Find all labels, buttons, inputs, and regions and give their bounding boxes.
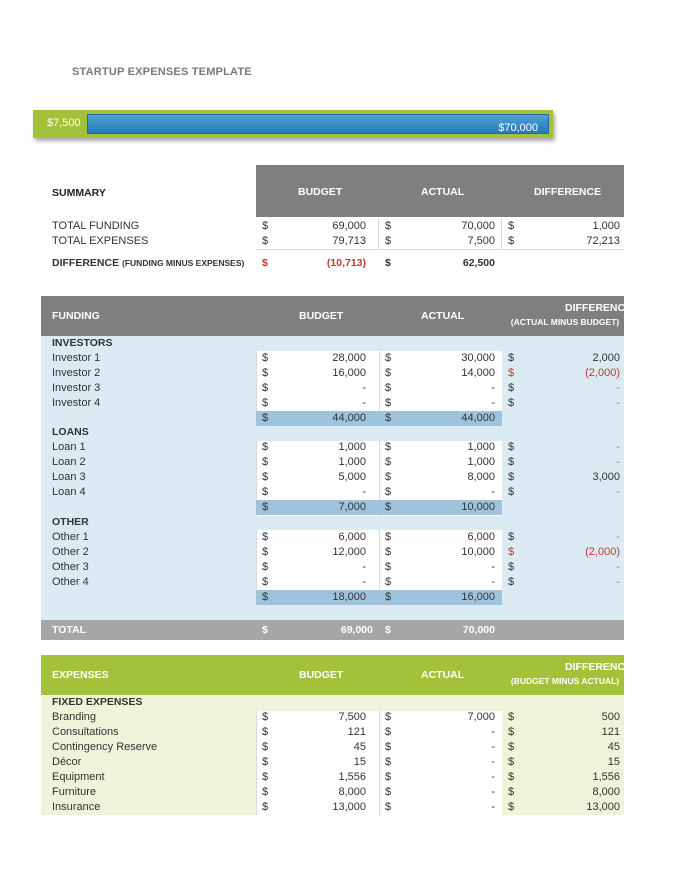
actual-value: - <box>491 801 495 813</box>
currency-symbol: $ <box>508 756 515 768</box>
currency-symbol: $ <box>262 711 269 723</box>
other-row <box>41 560 624 575</box>
actual-value: - <box>491 771 495 783</box>
currency-symbol: $ <box>385 220 392 232</box>
row-label: Branding <box>52 711 97 723</box>
summary-actual-header: ACTUAL <box>421 186 465 198</box>
budget-value: - <box>362 397 366 409</box>
currency-symbol: $ <box>508 220 515 232</box>
difference-value: - <box>616 397 620 409</box>
budget-value: - <box>362 382 366 394</box>
actual-value: - <box>491 726 495 738</box>
currency-symbol: $ <box>508 561 515 573</box>
currency-symbol: $ <box>262 561 269 573</box>
currency-symbol: $ <box>385 486 392 498</box>
expense-row <box>41 770 624 785</box>
expenses-difference-header: DIFFERENCE (BUDGET MINUS ACTUAL) <box>510 661 633 686</box>
summary-row <box>41 234 624 249</box>
expenses-actual-header: ACTUAL <box>421 669 465 681</box>
budget-value: 6,000 <box>338 531 366 543</box>
funding-total-budget: 69,000 <box>340 624 373 636</box>
currency-symbol: $ <box>262 531 269 543</box>
row-label: TOTAL FUNDING <box>52 220 140 232</box>
summary-budget-header: BUDGET <box>298 186 343 198</box>
other-row <box>41 575 624 590</box>
currency-symbol: $ <box>508 456 515 468</box>
budget-value: 28,000 <box>332 352 366 364</box>
budget-value: 45 <box>353 741 366 753</box>
budget-value: 69,000 <box>332 220 366 232</box>
funding-header <box>41 296 633 336</box>
currency-symbol: $ <box>385 624 391 636</box>
row-label: Loan 1 <box>52 441 86 453</box>
actual-value: - <box>491 786 495 798</box>
budget-value: - <box>362 576 366 588</box>
currency-symbol: $ <box>385 741 392 753</box>
actual-value: 6,000 <box>467 531 495 543</box>
loans-row <box>41 470 624 485</box>
loans-row <box>41 485 624 500</box>
currency-symbol: $ <box>385 471 392 483</box>
actual-value: - <box>491 576 495 588</box>
budget-value: 7,000 <box>338 501 366 513</box>
difference-value: 500 <box>601 711 620 723</box>
summary-row <box>41 219 624 234</box>
difference-value: (2,000) <box>585 546 620 558</box>
currency-symbol: $ <box>508 771 515 783</box>
expense-row <box>41 785 624 800</box>
expenses-header <box>41 655 633 695</box>
currency-symbol: $ <box>262 486 269 498</box>
progress-start-label: $7,500 <box>47 117 81 129</box>
actual-value: 7,000 <box>467 711 495 723</box>
row-label: Investor 3 <box>52 382 101 394</box>
row-label: LOANS <box>52 426 89 438</box>
summary-difference-label: DIFFERENCE (FUNDING MINUS EXPENSES) <box>52 257 245 269</box>
progress-fill <box>87 114 549 134</box>
actual-value: - <box>491 741 495 753</box>
difference-value: 8,000 <box>592 786 620 798</box>
page-title: STARTUP EXPENSES TEMPLATE <box>72 66 252 78</box>
investors-row <box>41 381 624 396</box>
actual-value: 1,000 <box>467 441 495 453</box>
row-label: Other 2 <box>52 546 89 558</box>
row-label: Investor 1 <box>52 352 101 364</box>
budget-value: 12,000 <box>332 546 366 558</box>
difference-value: 1,556 <box>592 771 620 783</box>
budget-value: 5,000 <box>338 471 366 483</box>
actual-value: - <box>491 561 495 573</box>
currency-symbol: $ <box>385 352 392 364</box>
difference-value: - <box>616 561 620 573</box>
row-label: Other 4 <box>52 576 89 588</box>
difference-value: 2,000 <box>592 352 620 364</box>
difference-value: - <box>616 382 620 394</box>
summary-header <box>256 165 624 217</box>
row-label: Loan 3 <box>52 471 86 483</box>
currency-symbol: $ <box>508 801 515 813</box>
other-section-label <box>41 515 624 530</box>
funding-total-bar <box>41 620 624 640</box>
actual-value: 8,000 <box>467 471 495 483</box>
expense-row <box>41 740 624 755</box>
currency-symbol: $ <box>385 546 392 558</box>
expenses-title: EXPENSES <box>52 669 109 681</box>
currency-symbol: $ <box>262 471 269 483</box>
loans-section-label <box>41 425 624 440</box>
budget-value: 1,556 <box>338 771 366 783</box>
row-label: Investor 2 <box>52 367 101 379</box>
funding-actual-header: ACTUAL <box>421 310 465 322</box>
currency-symbol: $ <box>508 486 515 498</box>
difference-value: - <box>616 531 620 543</box>
currency-symbol: $ <box>262 397 269 409</box>
budget-value: 7,500 <box>338 711 366 723</box>
difference-value: 15 <box>607 756 620 768</box>
investors-row <box>41 366 624 381</box>
other-row <box>41 545 624 560</box>
summary-difference-actual: 62,500 <box>462 257 495 269</box>
other-subtotal-row <box>41 590 624 605</box>
currency-symbol: $ <box>508 786 515 798</box>
actual-value: 10,000 <box>461 546 495 558</box>
currency-symbol: $ <box>262 624 268 636</box>
currency-symbol: $ <box>262 257 268 269</box>
loans-subtotal-row <box>41 500 624 515</box>
currency-symbol: $ <box>262 352 269 364</box>
summary-difference-row <box>41 256 624 271</box>
currency-symbol: $ <box>262 456 269 468</box>
budget-value: - <box>362 486 366 498</box>
currency-symbol: $ <box>508 471 515 483</box>
currency-symbol: $ <box>508 726 515 738</box>
actual-value: 10,000 <box>461 501 495 513</box>
currency-symbol: $ <box>385 711 392 723</box>
currency-symbol: $ <box>385 531 392 543</box>
budget-value: 18,000 <box>332 591 366 603</box>
actual-value: - <box>491 756 495 768</box>
summary-label: SUMMARY <box>52 187 106 199</box>
currency-symbol: $ <box>385 756 392 768</box>
currency-symbol: $ <box>508 397 515 409</box>
currency-symbol: $ <box>385 235 392 247</box>
difference-value: 45 <box>607 741 620 753</box>
currency-symbol: $ <box>385 771 392 783</box>
currency-symbol: $ <box>385 412 392 424</box>
currency-symbol: $ <box>385 561 392 573</box>
budget-value: 1,000 <box>338 456 366 468</box>
difference-value: 72,213 <box>586 235 620 247</box>
budget-value: 16,000 <box>332 367 366 379</box>
actual-value: - <box>491 397 495 409</box>
summary-difference-header: DIFFERENCE <box>534 186 602 198</box>
progress-end-label: $70,000 <box>498 122 538 134</box>
difference-value: 3,000 <box>592 471 620 483</box>
currency-symbol: $ <box>508 711 515 723</box>
budget-value: 15 <box>353 756 366 768</box>
currency-symbol: $ <box>385 501 392 513</box>
actual-value: 30,000 <box>461 352 495 364</box>
row-label: FIXED EXPENSES <box>52 696 143 708</box>
loans-row <box>41 440 624 455</box>
budget-value: 8,000 <box>338 786 366 798</box>
row-label: Other 1 <box>52 531 89 543</box>
currency-symbol: $ <box>262 801 269 813</box>
difference-value: 121 <box>601 726 620 738</box>
expense-row <box>41 755 624 770</box>
currency-symbol: $ <box>262 726 269 738</box>
currency-symbol: $ <box>385 382 392 394</box>
funding-total-actual: 70,000 <box>462 624 495 636</box>
currency-symbol: $ <box>262 412 269 424</box>
funding-title: FUNDING <box>52 310 100 322</box>
budget-value: 79,713 <box>332 235 366 247</box>
actual-value: 7,500 <box>467 235 495 247</box>
row-label: Loan 4 <box>52 486 86 498</box>
expense-row <box>41 725 624 740</box>
actual-value: 70,000 <box>461 220 495 232</box>
row-label: Investor 4 <box>52 397 101 409</box>
difference-value: - <box>616 486 620 498</box>
currency-symbol: $ <box>262 546 269 558</box>
currency-symbol: $ <box>262 501 269 513</box>
currency-symbol: $ <box>385 441 392 453</box>
row-label: Décor <box>52 756 82 768</box>
currency-symbol: $ <box>508 235 515 247</box>
funding-difference-header: DIFFERENCE (ACTUAL MINUS BUDGET) <box>510 302 633 327</box>
actual-value: 1,000 <box>467 456 495 468</box>
actual-value: 44,000 <box>461 412 495 424</box>
actual-value: - <box>491 382 495 394</box>
row-label: Furniture <box>52 786 97 798</box>
currency-symbol: $ <box>508 546 515 558</box>
investors-section-label <box>41 336 624 351</box>
row-label: Loan 2 <box>52 456 86 468</box>
difference-value: - <box>616 456 620 468</box>
difference-value: - <box>616 441 620 453</box>
currency-symbol: $ <box>262 591 269 603</box>
currency-symbol: $ <box>385 786 392 798</box>
difference-value: (2,000) <box>585 367 620 379</box>
expense-row <box>41 800 624 815</box>
currency-symbol: $ <box>262 756 269 768</box>
currency-symbol: $ <box>508 352 515 364</box>
funding-progress-bar <box>33 110 553 138</box>
currency-symbol: $ <box>262 220 269 232</box>
currency-symbol: $ <box>508 367 515 379</box>
budget-value: - <box>362 561 366 573</box>
currency-symbol: $ <box>385 257 391 269</box>
currency-symbol: $ <box>385 591 392 603</box>
row-label: Other 3 <box>52 561 89 573</box>
currency-symbol: $ <box>262 441 269 453</box>
actual-value: 14,000 <box>461 367 495 379</box>
difference-value: - <box>616 576 620 588</box>
expenses-budget-header: BUDGET <box>299 669 344 681</box>
funding-budget-header: BUDGET <box>299 310 344 322</box>
currency-symbol: $ <box>262 382 269 394</box>
currency-symbol: $ <box>385 367 392 379</box>
expense-row <box>41 710 624 725</box>
currency-symbol: $ <box>508 531 515 543</box>
summary-difference-budget: (10,713) <box>326 257 366 269</box>
actual-value: 16,000 <box>461 591 495 603</box>
currency-symbol: $ <box>262 367 269 379</box>
currency-symbol: $ <box>508 441 515 453</box>
row-label: OTHER <box>52 516 89 528</box>
currency-symbol: $ <box>262 741 269 753</box>
currency-symbol: $ <box>385 726 392 738</box>
loans-row <box>41 455 624 470</box>
currency-symbol: $ <box>262 771 269 783</box>
currency-symbol: $ <box>262 235 269 247</box>
currency-symbol: $ <box>385 801 392 813</box>
investors-row <box>41 351 624 366</box>
row-label: TOTAL EXPENSES <box>52 235 149 247</box>
row-label: Contingency Reserve <box>52 741 158 753</box>
budget-value: 44,000 <box>332 412 366 424</box>
budget-value: 121 <box>347 726 366 738</box>
currency-symbol: $ <box>508 741 515 753</box>
currency-symbol: $ <box>385 456 392 468</box>
difference-value: 1,000 <box>592 220 620 232</box>
row-label: Consultations <box>52 726 119 738</box>
currency-symbol: $ <box>262 786 269 798</box>
fixed-expenses-section-label <box>41 695 624 710</box>
investors-row <box>41 396 624 411</box>
row-label: INVESTORS <box>52 337 113 349</box>
difference-value: 13,000 <box>586 801 620 813</box>
actual-value: - <box>491 486 495 498</box>
row-label: Equipment <box>52 771 105 783</box>
budget-value: 1,000 <box>338 441 366 453</box>
currency-symbol: $ <box>262 576 269 588</box>
currency-symbol: $ <box>508 382 515 394</box>
investors-subtotal-row <box>41 411 624 426</box>
currency-symbol: $ <box>385 397 392 409</box>
other-row <box>41 530 624 545</box>
funding-total-label: TOTAL <box>52 624 87 636</box>
currency-symbol: $ <box>508 576 515 588</box>
budget-value: 13,000 <box>332 801 366 813</box>
row-label: Insurance <box>52 801 101 813</box>
currency-symbol: $ <box>385 576 392 588</box>
